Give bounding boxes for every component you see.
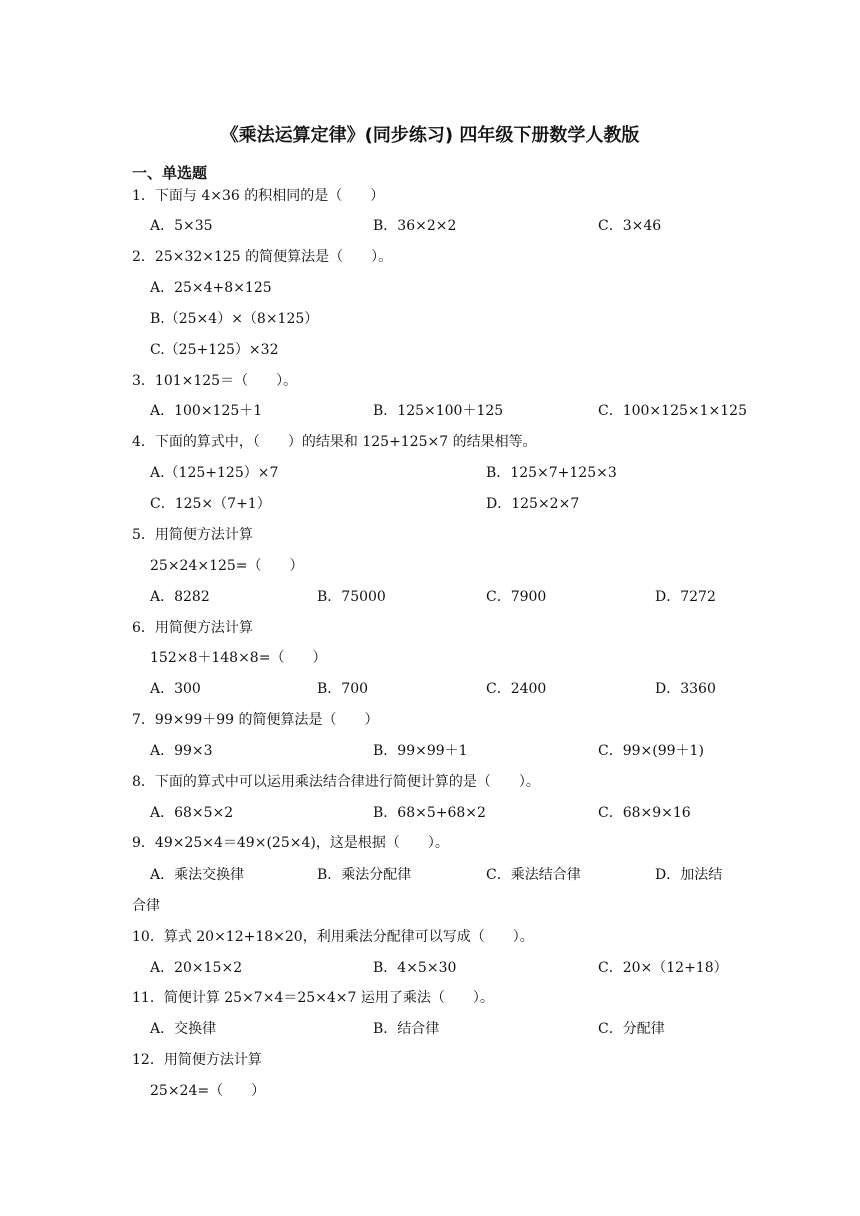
option-b: B．700 (317, 681, 369, 697)
question-5: 5．用简便方法计算 (132, 527, 253, 543)
question-expression: 152×8＋148×8=（ ） (150, 650, 327, 666)
option-a: A．5×35 (150, 218, 213, 234)
option-a: A．99×3 (150, 743, 213, 759)
option-a: A．8282 (150, 589, 210, 605)
option-c: C.（25+125）×32 (150, 342, 279, 358)
option-b: B．125×100＋125 (373, 403, 504, 419)
option-c: C．7900 (486, 589, 547, 605)
question-12: 12．用简便方法计算 (132, 1052, 262, 1068)
question-1: 1．下面与 4×36 的积相同的是（ ） (132, 188, 385, 204)
option-b: B．4×5×30 (373, 960, 457, 976)
option-d: D．7272 (655, 589, 716, 605)
question-expression: 25×24=（ ） (150, 1083, 266, 1099)
option-a: A．300 (150, 681, 201, 697)
option-c: C．100×125×1×125 (598, 403, 747, 419)
option-b: B．99×99＋1 (373, 743, 468, 759)
option-b: B．125×7+125×3 (486, 465, 617, 481)
option-d-continuation: 合律 (132, 898, 160, 914)
question-11: 11．简便计算 25×7×4＝25×4×7 运用了乘法（ ）。 (132, 990, 494, 1006)
option-a: A．交换律 (150, 1021, 217, 1037)
option-b: B．乘法分配律 (317, 867, 412, 883)
option-b: B．75000 (317, 589, 386, 605)
section-heading: 一、单选题 (132, 164, 208, 182)
option-a: A．100×125＋1 (150, 403, 263, 419)
option-a: A.（125+125）×7 (150, 465, 279, 481)
option-a: A．68×5×2 (150, 805, 234, 821)
option-b: B．结合律 (373, 1021, 440, 1037)
option-c: C．125×（7+1） (150, 496, 271, 512)
option-d: D．加法结 (655, 867, 723, 883)
question-6: 6．用简便方法计算 (132, 620, 253, 636)
option-c: C．20×（12+18） (598, 960, 728, 976)
question-10: 10．算式 20×12+18×20，利用乘法分配律可以写成（ ）。 (132, 929, 534, 945)
question-expression: 25×24×125=（ ） (150, 558, 304, 574)
option-c: C．分配律 (598, 1021, 665, 1037)
document-title: 《乘法运算定律》(同步练习) 四年级下册数学人教版 (220, 125, 640, 146)
option-c: C．乘法结合律 (486, 867, 581, 883)
option-d: D．3360 (655, 681, 716, 697)
question-4: 4．下面的算式中，（ ）的结果和 125+125×7 的结果相等。 (132, 434, 537, 450)
option-a: A．乘法交换律 (150, 867, 245, 883)
question-8: 8．下面的算式中可以运用乘法结合律进行简便计算的是（ ）。 (132, 774, 540, 790)
question-2: 2．25×32×125 的简便算法是（ ）。 (132, 249, 393, 265)
option-d: D．125×2×7 (486, 496, 580, 512)
option-c: C．3×46 (598, 218, 662, 234)
option-a: A．20×15×2 (150, 960, 243, 976)
question-9: 9．49×25×4＝49×(25×4)，这是根据（ ）。 (132, 835, 449, 851)
question-3: 3．101×125＝（ ）。 (132, 373, 298, 389)
option-b: B．36×2×2 (373, 218, 457, 234)
option-a: A．25×4+8×125 (150, 280, 272, 296)
option-c: C．68×9×16 (598, 805, 691, 821)
option-b: B．68×5+68×2 (373, 805, 486, 821)
option-c: C．99×(99＋1) (598, 743, 704, 759)
option-b: B.（25×4）×（8×125） (150, 311, 319, 327)
option-c: C．2400 (486, 681, 547, 697)
question-7: 7．99×99＋99 的简便算法是（ ） (132, 712, 379, 728)
